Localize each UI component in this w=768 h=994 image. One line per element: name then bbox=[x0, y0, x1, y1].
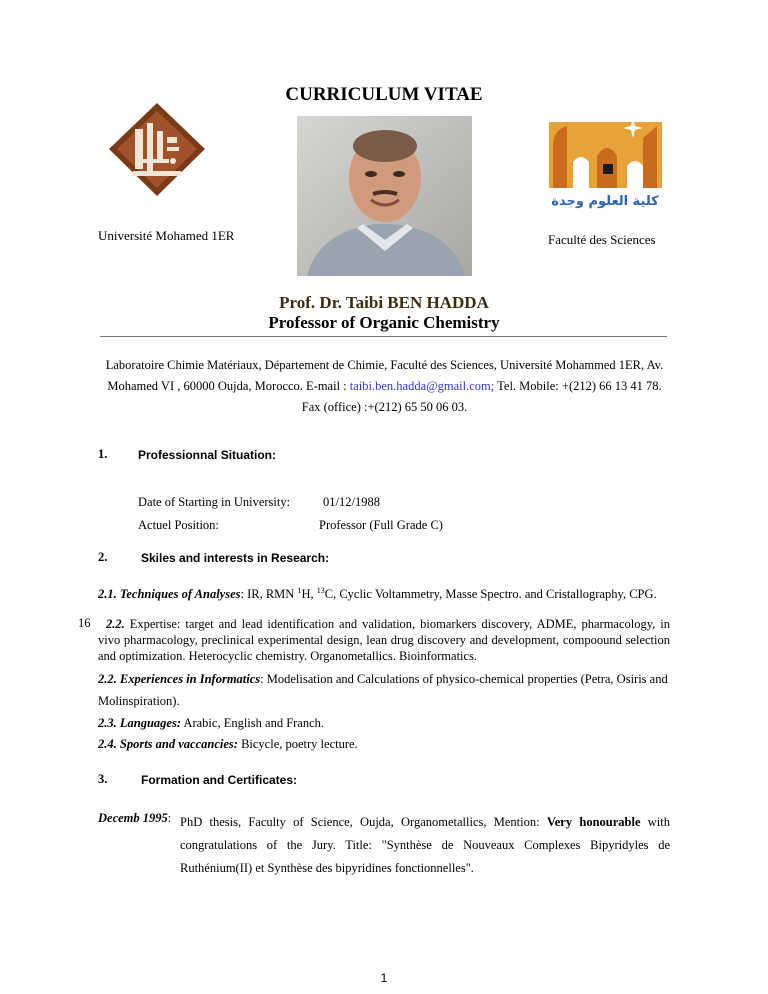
languages-text: Arabic, English and Franch. bbox=[181, 716, 325, 730]
formation-line-1-pre: PhD thesis, Faculty of Science, Oujda, Organometallics, Mention: bbox=[180, 815, 547, 829]
techniques-text-c: C, Cyclic Voltammetry, Masse Spectro. and Cristallography, CPG. bbox=[324, 587, 657, 602]
contact-phone: Tel. Mobile: +(212) 66 13 41 78. bbox=[494, 379, 662, 393]
start-date-label: Date of Starting in University: bbox=[138, 495, 291, 509]
formation-mention: Very honourable bbox=[546, 815, 641, 829]
formation-description bbox=[180, 811, 670, 880]
faculty-logo bbox=[547, 116, 664, 212]
university-caption: Université Mohamed 1ER bbox=[98, 228, 235, 243]
formation-line-3: Ruthénium(II) et Synthèse des bipyridines fonctionnelles". bbox=[180, 861, 474, 875]
section-3-title: Formation and Certificates: bbox=[141, 773, 298, 787]
section-2-number: 2. bbox=[98, 550, 108, 564]
university-logo bbox=[107, 101, 207, 198]
techniques-line bbox=[98, 586, 657, 602]
techniques-label: 2.1. Techniques of Analyses bbox=[98, 587, 241, 602]
expertise-paragraph bbox=[98, 616, 670, 664]
start-date-value: 01/12/1988 bbox=[323, 495, 380, 509]
position-value: Professor (Full Grade C) bbox=[319, 518, 443, 532]
profile-photo bbox=[297, 116, 472, 276]
position-label: Actuel Position: bbox=[138, 518, 219, 532]
header-divider bbox=[100, 336, 667, 337]
formation-date bbox=[98, 811, 171, 826]
informatics-text-continued: Molinspiration). bbox=[98, 694, 180, 708]
contact-email-label: Mohamed VI , 60000 Oujda, Morocco. E-mail : bbox=[107, 379, 347, 393]
expertise-label: 2.2. bbox=[106, 617, 125, 631]
sports-label: 2.4. Sports and vaccancies: bbox=[98, 737, 238, 751]
formation-line-1 bbox=[180, 811, 670, 834]
formation-line-1-post: with bbox=[640, 815, 670, 829]
document-title: CURRICULUM VITAE bbox=[285, 84, 483, 105]
sports-text: Bicycle, poetry lecture. bbox=[237, 737, 358, 751]
formation-date-text: Decemb 1995 bbox=[98, 811, 168, 825]
email-link[interactable]: taibi.ben.hadda@gmail.com; bbox=[346, 379, 495, 393]
techniques-text-b: H, bbox=[301, 587, 317, 602]
contact-line-address: Laboratoire Chimie Matériaux, Département de Chimie, Faculté des Sciences, Université Mohammed 1ER, Av. bbox=[105, 358, 664, 372]
sports-line bbox=[98, 737, 358, 752]
section-2-title: Skiles and interests in Research: bbox=[141, 551, 330, 565]
languages-line bbox=[98, 716, 324, 731]
superscript-13: 13 bbox=[316, 586, 325, 595]
person-name: Prof. Dr. Taibi BEN HADDA bbox=[279, 293, 489, 312]
formation-line-2: congratulations of the Jury. Title: "Synthèse de Nouveaux Complexes Bipyridyles de bbox=[180, 838, 670, 852]
expertise-text: Expertise: target and lead identification and validation, biomarkers discovery, ADME, pharmacology, in vivo pharmacology, preclinical experimental design, lean drug discovery and development, compoound selection and optimization. Heterocyclic chemistry. Organometallics. Bioinformatics. bbox=[98, 617, 670, 663]
page-number: 1 bbox=[380, 971, 388, 985]
section-1-number: 1. bbox=[98, 447, 108, 461]
contact-block bbox=[98, 355, 671, 418]
superscript-1: 1 bbox=[297, 586, 302, 595]
informatics-line bbox=[98, 672, 668, 687]
contact-line-email-phone bbox=[98, 376, 671, 397]
faculty-logo-text: كلية العلوم وجدة bbox=[551, 194, 659, 209]
informatics-text: : Modelisation and Calculations of physico-chemical properties (Petra, Osiris and bbox=[260, 672, 668, 686]
informatics-label: 2.2. Experiences in Informatics bbox=[98, 672, 261, 686]
person-role: Professor of Organic Chemistry bbox=[268, 313, 500, 332]
faculty-caption: Faculté des Sciences bbox=[548, 232, 656, 247]
section-3-number: 3. bbox=[98, 772, 108, 786]
formation-date-colon: : bbox=[167, 811, 172, 825]
techniques-text-a: : IR, RMN bbox=[240, 587, 298, 602]
contact-line-fax: Fax (office) :+(212) 65 50 06 03. bbox=[301, 400, 468, 414]
languages-label: 2.3. Languages: bbox=[98, 716, 181, 730]
section-1-title: Professionnal Situation: bbox=[138, 448, 277, 462]
expertise-number: 16 bbox=[78, 616, 91, 630]
